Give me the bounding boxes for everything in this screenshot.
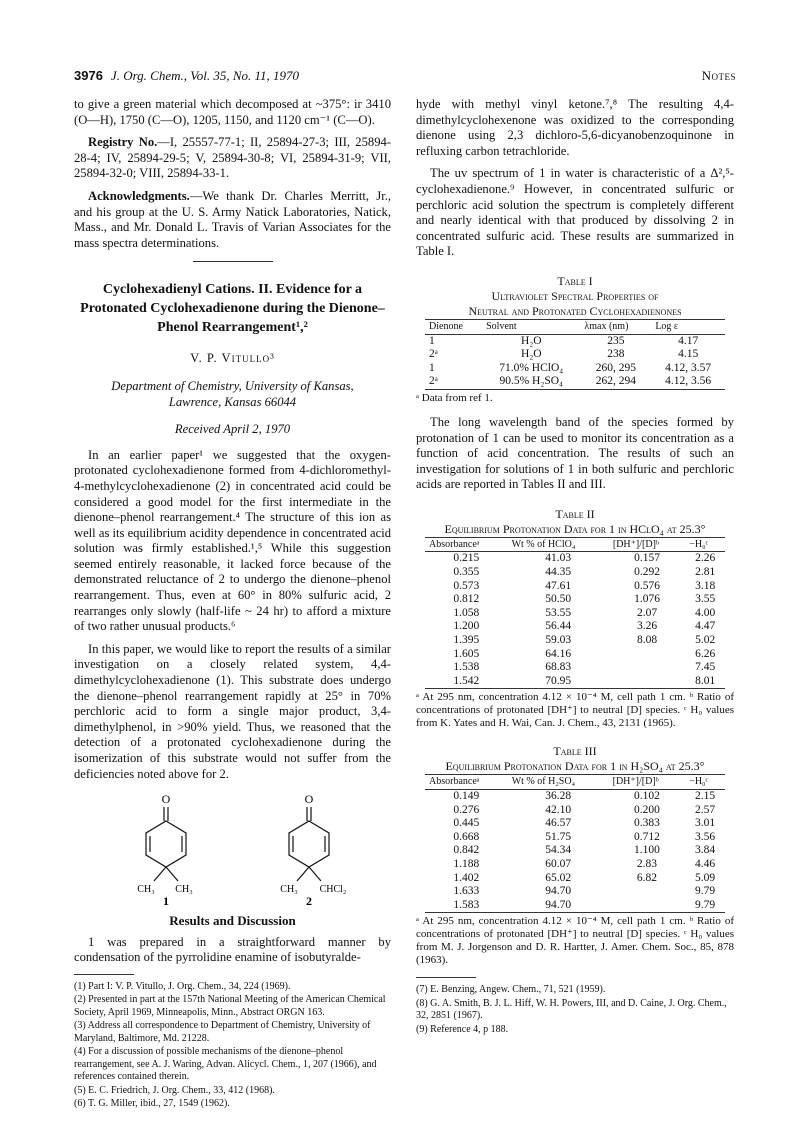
footnote-rule (74, 974, 134, 975)
s1-sub1: CH₃ (137, 884, 155, 896)
table-row: 1.542 70.95 8.01 (425, 675, 725, 689)
registry-numbers: Registry No.—I, 25557-77-1; II, 25894-27-3; III, 25894-28-4; IV, 25894-29-5; V, 25894-30-8; VI, 25894-31-9; VII, 25894-32-0; VIII, 25894-33-1. (74, 135, 391, 181)
table-row: 0.355 44.35 0.292 2.81 (453, 566, 716, 579)
paragraph: In an earlier paper¹ we suggested that the oxygen-protonated cyclohexadienone formed from 4-dichloromethyl-4-methylcyclohexadienone (2) in concentrated acid could be considered a good model for the first intermediate in the dienone–phenol rearrangement.⁴ The structure of this ion as well as its equilibrium acidity dependence in concentrated acid solution was firmly established.¹,⁵ While this suggestion seemed entirely reasonable, it lacked force because of the demonstrated reluctance of 2 to undergo the dienone–phenol rearrangement. Thus, even at 60° in 80% sulfuric acid, 2 rearranges only slowly (half-life ~ 24 hr) to afford a mixture of two rather unusual products.⁶ (74, 447, 391, 634)
table-row: 1.605 64.16 6.26 (453, 647, 716, 660)
table-2 (416, 507, 734, 731)
running-header (74, 68, 736, 84)
table-row: 0.812 50.50 1.076 3.55 (453, 593, 716, 606)
affiliation: Department of Chemistry, University of Kansas, Lawrence, Kansas 66044 (111, 378, 354, 409)
author: V. P. Vitullo³ (190, 351, 275, 366)
table-row: 1 71.0% HClO₄ 260, 295 4.12, 3.57 (429, 361, 712, 374)
table-1 (416, 274, 734, 405)
previous-article-end: to give a green material which decomposed at ~375°: ir 3410 (O—H), 1750 (C—O), 1205, 1150, and 1120 cm⁻¹ (C—O). (74, 97, 391, 127)
data-table (425, 537, 725, 690)
article-title: Cyclohexadienyl Cations. II. Evidence for a Protonated Cyclohexadienone during the Dienone–Phenol Rearrangement¹,² (80, 282, 385, 336)
table-note: ᵃ At 295 nm, concentration 4.12 × 10⁻⁴ M, cell path 1 cm. ᵇ Ratio of concentrations of protonated [DH⁺] to neutral [D] species. ᶜ H₀ values from K. Yates and H. Wai, Can. J. Chem., 43, 2131 (1965). (416, 691, 734, 730)
footnote: (9) Reference 4, p 188. (416, 1023, 509, 1035)
footnote: (7) E. Benzing, Angew. Chem., 71, 521 (1959). (416, 984, 606, 996)
structure-2 (289, 807, 329, 881)
left-column (74, 97, 391, 1112)
journal-citation: J. Org. Chem., Vol. 35, No. 11, 1970 (110, 68, 300, 83)
table-row: 2ᵃ H₂O 238 4.15 (429, 348, 699, 361)
table-note: ᵃ Data from ref 1. (416, 391, 493, 404)
table-label: Table III (553, 744, 597, 759)
s2-sub2: CHCl₂ (319, 884, 347, 896)
table-row: 1.188 60.07 2.83 4.46 (453, 857, 716, 870)
table-row: 1 H₂O 235 4.17 (429, 334, 699, 347)
page-number: 3976 (74, 68, 103, 83)
right-column (416, 97, 734, 1037)
table-row: 0.573 47.61 0.576 3.18 (453, 579, 716, 592)
table-row: 1.200 56.44 3.26 4.47 (453, 620, 716, 633)
table-3 (416, 744, 734, 967)
paragraph: The long wavelength band of the species formed by protonation of 1 can be used to monitor its concentration as a function of acid concentration. The results of such an investigation for solutions of 1 in both sulfuric and perchloric acids are reported in Tables II and III. (416, 414, 734, 492)
footnote: (1) Part I: V. P. Vitullo, J. Org. Chem., 34, 224 (1969). (74, 980, 291, 992)
table-row: 0.668 51.75 0.712 3.56 (453, 830, 716, 843)
structure-drawings (74, 789, 391, 907)
s1-sub2: CH₃ (175, 884, 193, 896)
table-title: Ultraviolet Spectral Properties of (491, 288, 659, 303)
table-row: 0.149 36.28 0.102 2.15 (453, 790, 716, 802)
table-header-row: Absorbanceᵃ Wt % of H₂SO₄ [DH⁺]/[D]ᵇ −H₀ᶜ (425, 775, 725, 790)
paragraph: hyde with methyl vinyl ketone.⁷,⁸ The resulting 4,4-dimethylcyclohexenone was oxidized to the corresponding dienone using 2,3 dichloro-5,6-dicyanobenzoquinone in refluxing carbon tetrachloride. (416, 97, 734, 158)
received-date: Received April 2, 1970 (174, 422, 291, 437)
table-title: Equilibrium Protonation Data for 1 in HClO₄ at 25.3° (444, 521, 706, 536)
table-row: 1.395 59.03 8.08 5.02 (453, 634, 716, 647)
footnote: (4) For a discussion of possible mechanisms of the dienone–phenol rearrangement, see A. J. Waring, Advan. Alicycl. Chem., 1, 207 (1966), and references contained therein. (74, 1046, 377, 1083)
chemical-structures (74, 789, 391, 907)
table-header-row: Dienone Solvent λmax (nm) Log ε (425, 319, 725, 334)
table-row: 0.276 42.10 0.200 2.57 (453, 803, 716, 816)
s2-number: 2 (306, 894, 312, 908)
table-row: 0.445 46.57 0.383 3.01 (453, 817, 716, 830)
table-label: Table I (557, 273, 593, 288)
table-title: Neutral and Protonated Cyclohexadienones (468, 303, 682, 318)
s2-sub1: CH₃ (280, 884, 298, 896)
table-row: 1.058 53.55 2.07 4.00 (453, 606, 716, 619)
table-header-row: Absorbanceᵃ Wt % of HClO₄ [DH⁺]/[D]ᵇ −H₀ᶜ (425, 537, 725, 552)
section-divider (193, 261, 273, 262)
s1-number: 1 (163, 894, 169, 908)
data-table (425, 774, 725, 913)
footnotes-left (74, 981, 391, 1111)
footnote: (3) Address all correspondence to Department of Chemistry, University of Maryland, Baltimore, Md. 21228. (74, 1020, 371, 1044)
table-row: 1.402 65.02 6.82 5.09 (453, 871, 716, 884)
paragraph: 1 was prepared in a straightforward manner by condensation of the pyrrolidine enamine of isobutyralde- (74, 934, 391, 965)
footnote: (5) E. C. Friedrich, J. Org. Chem., 33, 412 (1968). (74, 1084, 275, 1096)
table-row: 0.842 54.34 1.100 3.84 (453, 844, 716, 857)
table-note: ᵃ At 295 nm, concentration 4.12 × 10⁻⁴ M, cell path 1 cm. ᵇ Ratio of concentrations of protonated [DH⁺] to neutral [D] species. ᶜ H₀ values from M. J. Jorgenson and D. R. Hartter, J. Amer. Chem. Soc., 85, 878 (1963). (416, 915, 734, 967)
footnote-rule (416, 977, 476, 978)
structure-1 (146, 807, 186, 881)
table-row: 2ᵃ 90.5% H₂SO₄ 262, 294 4.12, 3.56 (425, 375, 725, 389)
table-row: 1.633 94.70 9.79 (453, 885, 716, 898)
table-row: 0.215 41.03 0.157 2.26 (453, 552, 716, 565)
s2-oxygen: O (304, 792, 314, 807)
paragraph: In this paper, we would like to report the results of a similar investigation on a closely related system, 4,4-dimethylcyclohexadienone (1). This substrate does undergo the dienone–phenol rearrangement rapidly at 25° in 70% perchloric acid to form a single major product, 3,4-dimethylphenol, in >90% yield. Thus, we reasoned that the detection of a protonated cyclohexadienone during the isomerization of this substrate would not suffer from the deficiencies noted above for 2. (74, 641, 391, 781)
table-row: 1.538 68.83 7.45 (453, 661, 716, 674)
footnote: (2) Presented in part at the 157th National Meeting of the American Chemical Society, April 1969, Minneapolis, Minn., Abstract ORGN 163. (74, 994, 386, 1018)
table-row: 1.583 94.70 9.79 (425, 899, 725, 913)
paragraph: The uv spectrum of 1 in water is characteristic of a Δ²,⁵-cyclohexadienone.⁹ However, in concentrated sulfuric or perchloric acid solution the spectrum is completely different and nearly identical with that produced by dissolving 2 in concentrated sulfuric acid. These results are summarized in Table I. (416, 166, 734, 259)
footnotes-right (416, 984, 734, 1036)
footnote: (8) G. A. Smith, B. J. L. Hiff, W. H. Powers, III, and D. Caine, J. Org. Chem., 32, 2851 (1967). (416, 997, 727, 1022)
footnote: (6) T. G. Miller, ibid., 27, 1549 (1962). (74, 1098, 230, 1110)
table-title: Equilibrium Protonation Data for 1 in H₂SO₄ at 25.3° (445, 759, 705, 774)
s1-oxygen: O (161, 792, 171, 807)
table-label: Table II (555, 506, 595, 521)
data-table (425, 319, 725, 390)
section-heading: Results and Discussion (169, 913, 296, 929)
section-name: Notes (701, 68, 736, 83)
acknowledgments: Acknowledgments.—We thank Dr. Charles Merritt, Jr., and his group at the U. S. Army Natick Laboratories, Natick, Mass., and Mr. Donald L. Travis of Varian Associates for the mass spectra determinations. (74, 188, 391, 250)
